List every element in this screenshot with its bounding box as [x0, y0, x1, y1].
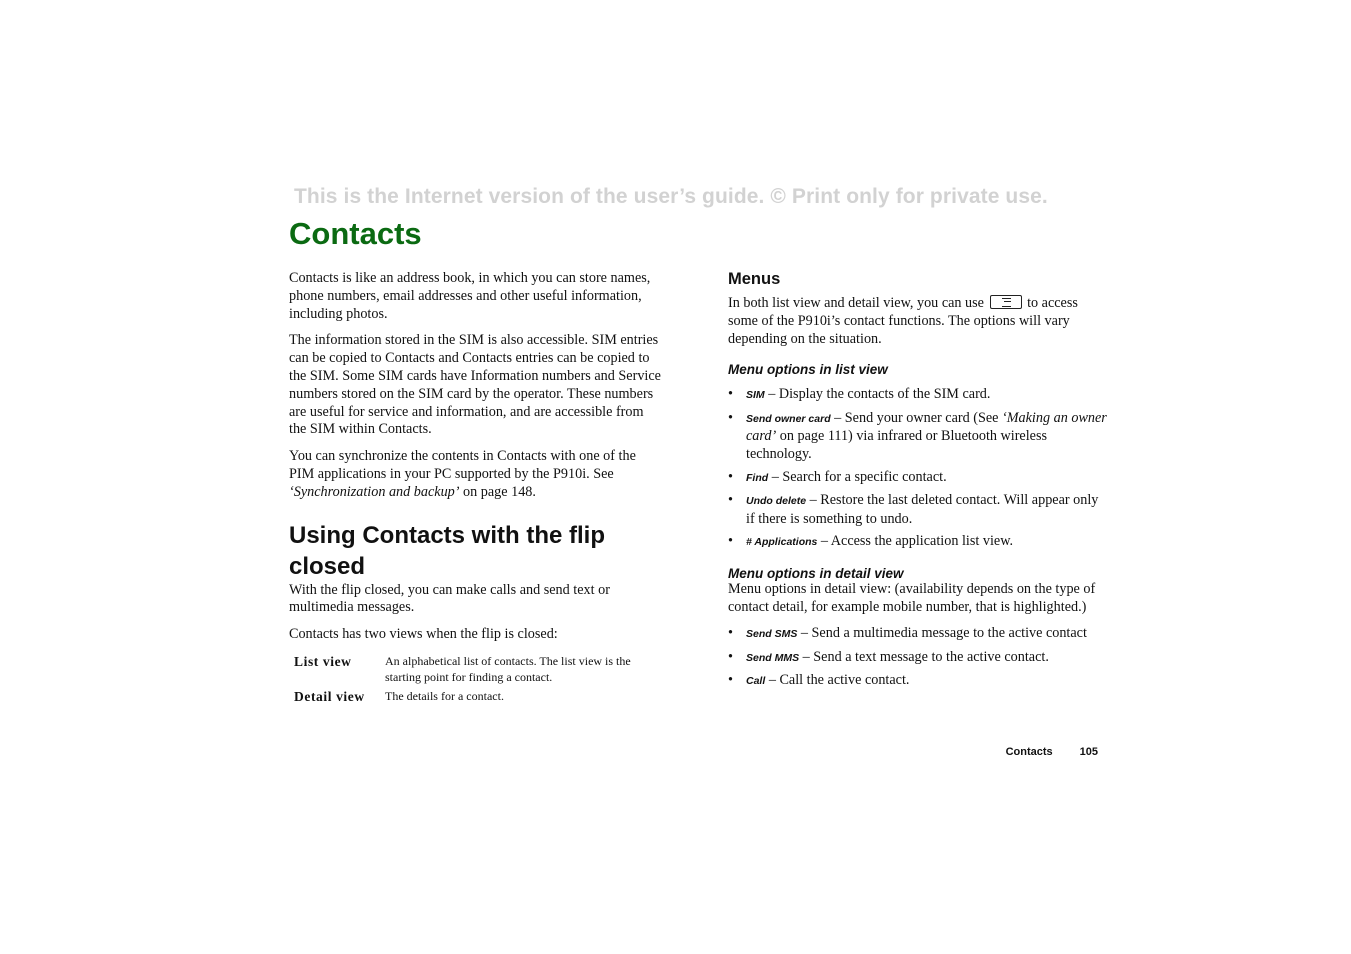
command-description-cont: on page 111) via infrared or Bluetooth wireless technology.: [746, 428, 1048, 463]
list-view-menu-options: [728, 386, 1108, 551]
list-item: [728, 533, 1108, 552]
view-description: An alphabetical list of contacts. The list view is the starting point for finding a contact.: [385, 653, 631, 684]
section-heading-using: Using Contacts with the flip closed: [289, 521, 605, 580]
bullet: •: [728, 532, 733, 549]
bullet: •: [728, 625, 733, 642]
command-description: – Search for a specific contact.: [768, 468, 947, 485]
command-description: – Access the application list view.: [817, 532, 1014, 549]
command-description: – Restore the last deleted contact. Will appear only if there is something to undo.: [746, 491, 1099, 527]
sync-paragraph: [289, 448, 664, 501]
command-name: Find: [746, 471, 769, 484]
detail-view-menu-heading: Menu options in detail view: [728, 565, 904, 581]
detail-view-menu-options: [728, 625, 1108, 690]
list-item: [728, 672, 1108, 691]
command-description: – Call the active contact.: [765, 671, 910, 688]
view-term: List view: [294, 653, 352, 669]
intro-paragraph-1: Contacts is like an address book, in which you can store names, phone numbers, email addresses and other useful information, including photos.: [289, 270, 651, 322]
list-item: [728, 492, 1108, 529]
command-name: Send MMS: [746, 651, 800, 664]
command-description: – Send a multimedia message to the active contact: [797, 625, 1087, 642]
menus-intro: [728, 295, 1108, 348]
command-name: Send owner card: [746, 412, 831, 425]
views-table: [289, 653, 664, 705]
menus-intro-before: In both list view and detail view, you can use: [728, 295, 988, 311]
bullet: •: [728, 491, 733, 508]
list-item: [728, 469, 1108, 488]
sync-reference: ‘Synchronization and backup’: [289, 483, 460, 500]
using-paragraph-2: Contacts has two views when the flip is closed:: [289, 626, 558, 643]
menu-key-icon: [990, 295, 1022, 309]
page-footer: [1006, 746, 1098, 758]
list-item: [728, 410, 1108, 464]
view-row: [289, 688, 664, 705]
bullet: •: [728, 386, 733, 403]
bullet: •: [728, 648, 733, 665]
detail-view-intro: Menu options in detail view: (availability depends on the type of contact detail, for example mobile number, that is highlighted.): [728, 580, 1096, 615]
list-item: [728, 625, 1108, 644]
list-view-menu-heading: Menu options in list view: [728, 362, 888, 378]
left-column: [289, 270, 664, 708]
sync-text: You can synchronize the contents in Contacts with one of the PIM applications in your PC supported by the P910i. See: [289, 448, 636, 482]
view-term: Detail view: [294, 688, 365, 704]
command-name: Call: [746, 674, 766, 687]
sync-suffix: on page 148.: [459, 483, 536, 500]
list-item: [728, 386, 1108, 405]
bullet: •: [728, 409, 733, 426]
bullet: •: [728, 468, 733, 485]
menus-heading: Menus: [728, 270, 781, 288]
watermark-notice: This is the Internet version of the user’s guide. © Print only for private use.: [294, 185, 1048, 208]
command-name: SIM: [746, 389, 765, 402]
command-description: – Send a text message to the active contact.: [799, 648, 1049, 665]
view-row: [289, 653, 664, 685]
footer-section-name: Contacts: [1005, 746, 1053, 758]
using-paragraph-1: With the flip closed, you can make calls and send text or multimedia messages.: [289, 581, 610, 616]
menus-intro-after: to access some of the P910i’s contact functions. The options will vary depending on the situation.: [728, 295, 1078, 347]
intro-paragraph-2: The information stored in the SIM is also accessible. SIM entries can be copied to Contacts and Contacts entries can be copied to the SIM. Some SIM cards have Information numbers and Service numbers stored on the SIM card by the operator. These numbers are useful for service and information, and are accessible from the SIM within Contacts.: [289, 332, 661, 438]
command-name: Undo delete: [746, 494, 807, 507]
command-description: – Send your owner card (See: [830, 409, 1002, 426]
page-title: Contacts: [289, 216, 422, 251]
command-description: – Display the contacts of the SIM card.: [764, 386, 991, 403]
command-name: Send SMS: [746, 628, 798, 641]
page-number: 105: [1079, 746, 1098, 758]
owner-card-reference: ‘Making an owner card’: [746, 409, 1107, 445]
command-name: # Applications: [746, 535, 818, 548]
list-item: [728, 649, 1108, 668]
bullet: •: [728, 671, 733, 688]
right-column: [728, 270, 1108, 695]
view-description: The details for a contact.: [385, 688, 504, 703]
